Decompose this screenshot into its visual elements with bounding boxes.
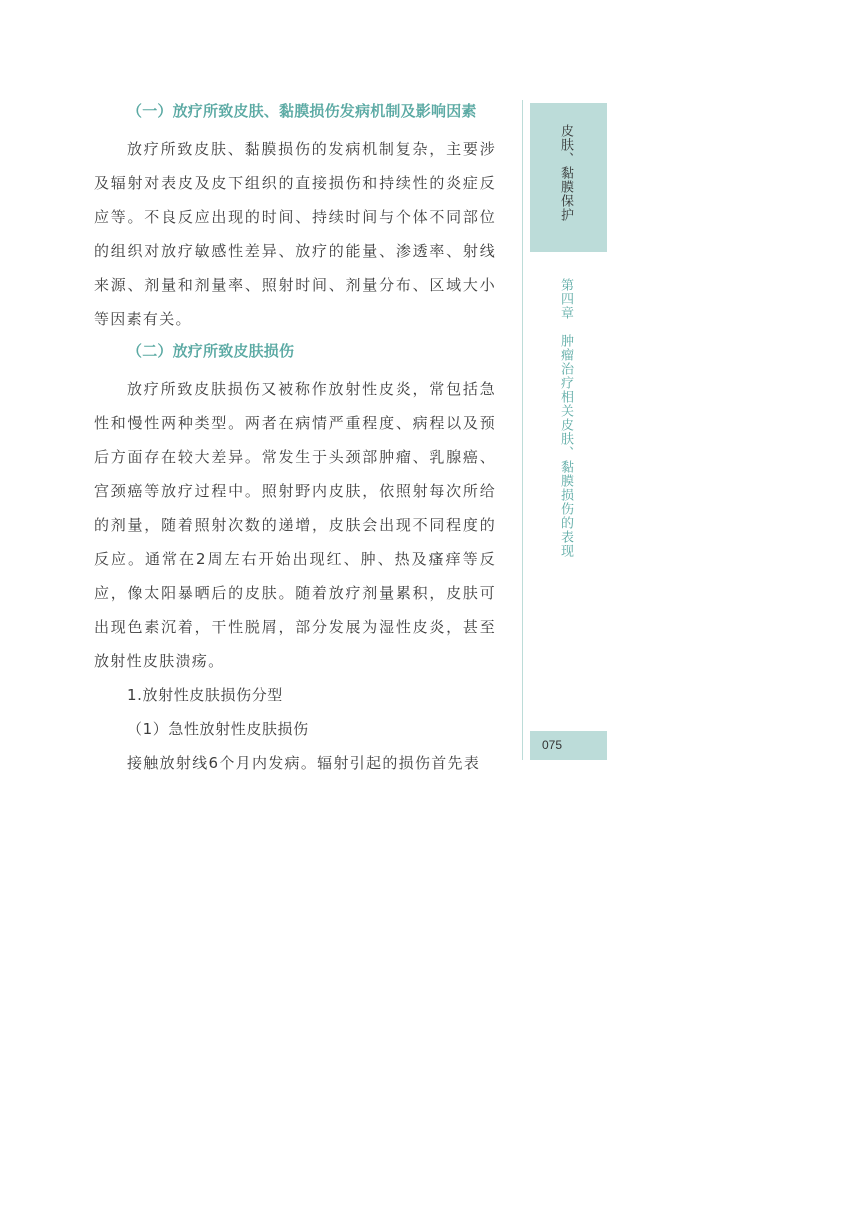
section-heading-2: （二）放疗所致皮肤损伤: [127, 342, 295, 360]
main-content: [94, 98, 496, 780]
page-number: 075: [542, 738, 563, 752]
subheading-classification: 1.放射性皮肤损伤分型: [127, 686, 283, 704]
section-tab-label: 皮肤、黏膜保护: [558, 124, 573, 222]
paragraph-3: 接触放射线6个月内发病。辐射引起的损伤首先表: [127, 754, 481, 772]
paragraph-1: 放疗所致皮肤、黏膜损伤的发病机制复杂，主要涉及辐射对表皮及皮下组织的直接损伤和持续性的炎症反应等。不良反应出现的时间、持续时间与个体不同部位的组织对放疗敏感性差异、放疗的能量、渗透率、射线来源、剂量和剂量率、照射时间、剂量分布、区域大小等因素有关。: [94, 140, 496, 328]
section-heading-1: （一）放疗所致皮肤、黏膜损伤发病机制及影响因素: [127, 102, 477, 120]
chapter-title: 第四章 肿瘤治疗相关皮肤、黏膜损伤的表现: [558, 278, 573, 558]
vertical-divider: [522, 100, 523, 760]
subheading-acute: （1）急性放射性皮肤损伤: [127, 720, 309, 738]
paragraph-2: 放疗所致皮肤损伤又被称作放射性皮炎，常包括急性和慢性两种类型。两者在病情严重程度、病程以及预后方面存在较大差异。常发生于头颈部肿瘤、乳腺癌、宫颈癌等放疗过程中。照射野内皮肤，依照射每次所给的剂量，随着照射次数的递增，皮肤会出现不同程度的反应。通常在2周左右开始出现红、肿、热及瘙痒等反应，像太阳暴晒后的皮肤。随着放疗剂量累积，皮肤可出现色素沉着，干性脱屑，部分发展为湿性皮炎，甚至放射性皮肤溃疡。: [94, 380, 496, 670]
